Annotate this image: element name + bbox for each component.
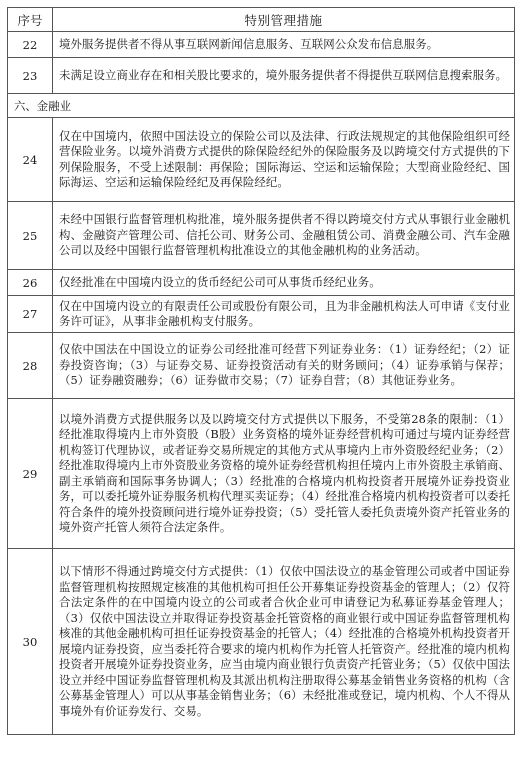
table-row	[8, 549, 515, 735]
header-number: 序号	[8, 8, 53, 32]
row-text: 以境外消费方式提供服务以及以跨境交付方式提供以下服务，不受第28条的限制：（1）经批准取得境内上市外资股（B股）业务资格的境外证券经营机构可通过与境内证券经营机构签订代理协议，或者证券交易所规定的其他方式从事境内上市外资股经纪业务；（2）经批准取得境内上市外资股业务资格的境外证券经营机构担任境内上市外资股主承销商、副主承销商和国际事务协调人；（3）经批准的合格境内机构投资者开展境外证券投资业务，可以委托境外证券服务机构代理买卖证券；（4）经批准合格境内机构投资者可以委托符合条件的境外投资顾问进行境外证券投资；（5）受托管人委托负责境外资产托管业务的境外资产托管人须符合法定条件。	[53, 399, 515, 549]
table-row	[8, 118, 515, 202]
section-row	[8, 94, 515, 118]
row-number: 26	[8, 270, 53, 296]
table-row	[8, 399, 515, 549]
row-text: 仅在中国境内，依照中国法设立的保险公司以及法律、行政法规规定的其他保险组织可经营保险业务。以境外消费方式提供的除保险经纪外的保险服务及以跨境交付方式提供的下列保险服务，不受上述限制：再保险；国际海运、空运和运输保险；大型商业险经纪、国际海运、空运和运输保险经纪及再保险经纪。	[53, 118, 515, 202]
row-number: 27	[8, 296, 53, 333]
row-text: 未满足设立商业存在和相关股比要求的，境外服务提供者不得提供互联网信息搜索服务。	[53, 58, 515, 94]
table-header-row	[8, 8, 515, 32]
row-number: 25	[8, 202, 53, 270]
table-row	[8, 296, 515, 333]
header-measure: 特别管理措施	[53, 8, 515, 32]
table-row	[8, 333, 515, 399]
special-measures-table	[7, 7, 515, 735]
row-text: 境外服务提供者不得从事互联网新闻信息服务、互联网公众发布信息服务。	[53, 32, 515, 58]
row-number: 30	[8, 549, 53, 735]
row-number: 22	[8, 32, 53, 58]
row-text: 未经中国银行监督管理机构批准，境外服务提供者不得以跨境交付方式从事银行业金融机构、金融资产管理公司、信托公司、财务公司、金融租赁公司、消费金融公司、汽车金融公司以及经中国银行监督管理机构批准设立的其他金融机构的业务活动。	[53, 202, 515, 270]
table-row	[8, 202, 515, 270]
table-row	[8, 58, 515, 94]
row-text: 仅经批准在中国境内设立的货币经纪公司可从事货币经纪业务。	[53, 270, 515, 296]
row-text: 仅在中国境内设立的有限责任公司或股份有限公司，且为非金融机构法人可申请《支付业务许可证》，从事非金融机构支付服务。	[53, 296, 515, 333]
section-heading: 六、金融业	[8, 94, 515, 118]
row-text: 以下情形不得通过跨境交付方式提供：（1）仅依中国法设立的基金管理公司或者中国证券监督管理机构按照规定核准的其他机构可担任公开募集证券投资基金的管理人；（2）仅符合法定条件的在中国境内设立的公司或者合伙企业可申请登记为私募证券基金管理人；（3）仅依中国法设立并取得证券投资基金托管资格的商业银行或中国证券监督管理机构核准的其他金融机构可担任证券投资基金的托管人；（4）经批准的合格境外机构投资者开展境内证券投资，应当委托符合要求的境内机构作为托管人托管资产。经批准的境内机构投资者开展境外证券投资业务，应当由境内商业银行负责资产托管业务；（5）仅依中国法设立并经中国证券监督管理机构及其派出机构注册取得公募基金销售业务资格的机构（含公募基金管理人）可以从事基金销售业务；（6）未经批准或登记，境内机构、个人不得从事境外有价证券发行、交易。	[53, 549, 515, 735]
row-number: 23	[8, 58, 53, 94]
table-row	[8, 270, 515, 296]
table-row	[8, 32, 515, 58]
row-text: 仅依中国法在中国设立的证券公司经批准可经营下列证券业务：（1）证券经纪；（2）证券投资咨询；（3）与证券交易、证券投资活动有关的财务顾问；（4）证券承销与保荐；（5）证券融资融券；（6）证券做市交易；（7）证券自营；（8）其他证券业务。	[53, 333, 515, 399]
row-number: 29	[8, 399, 53, 549]
row-number: 24	[8, 118, 53, 202]
row-number: 28	[8, 333, 53, 399]
